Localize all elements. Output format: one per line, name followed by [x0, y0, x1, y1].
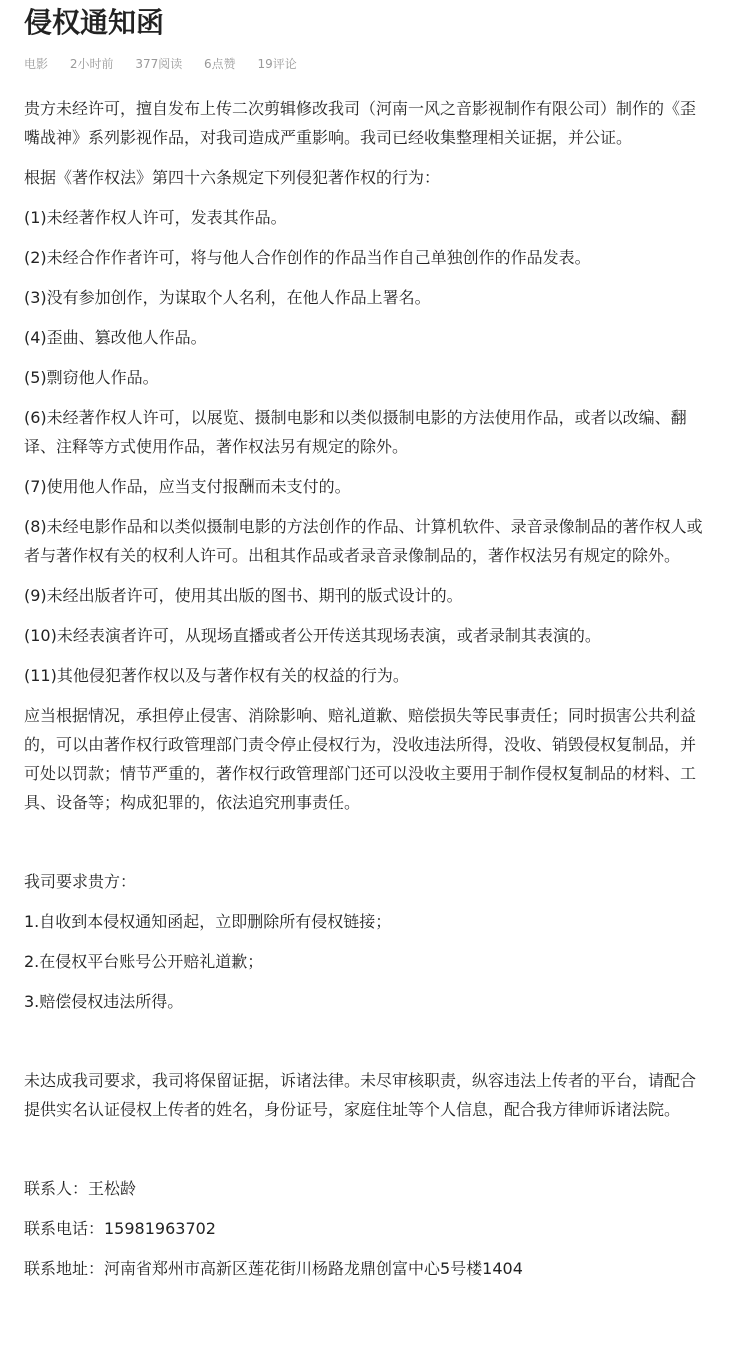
violation-item: (8)未经电影作品和以类似摄制电影的方法创作的作品、计算机软件、录音录像制品的著作权人或者与著作权有关的权利人许可。出租其作品或者录音录像制品的，著作权法另有规定的除外。	[24, 517, 703, 565]
violation-item: (2)未经合作作者许可，将与他人合作创作的作品当作自己单独创作的作品发表。	[24, 248, 591, 267]
contact-address: 联系地址：河南省郑州市高新区莲花街川杨路龙鼎创富中心5号楼1404	[24, 1259, 523, 1278]
article-title: 侵权通知函	[24, 6, 165, 39]
demands-intro: 我司要求贵方：	[24, 872, 137, 891]
demand-item: 1.自收到本侵权通知函起，立即删除所有侵权链接；	[24, 912, 392, 931]
violation-item: (7)使用他人作品，应当支付报酬而未支付的。	[24, 477, 351, 496]
meta-category[interactable]: 电影	[24, 57, 49, 71]
meta-reads: 377阅读	[135, 57, 183, 71]
liability-paragraph: 应当根据情况，承担停止侵害、消除影响、赔礼道歉、赔偿损失等民事责任；同时损害公共利益的，可以由著作权行政管理部门责令停止侵权行为，没收违法所得，没收、销毁侵权复制品，并可处以罚款；情节严重的，著作权行政管理部门还可以没收主要用于制作侵权复制品的材料、工具、设备等；构成犯罪的，依法追究刑事责任。	[24, 706, 697, 812]
violation-item: (5)剽窃他人作品。	[24, 368, 159, 387]
spacer	[24, 1135, 706, 1174]
warning-paragraph: 未达成我司要求，我司将保留证据，诉诸法律。未尽审核职责，纵容违法上传者的平台，请配合提供实名认证侵权上传者的姓名，身份证号，家庭住址等个人信息，配合我方律师诉诸法院。	[24, 1071, 697, 1119]
contact-person: 联系人：王松龄	[24, 1179, 137, 1198]
violation-item: (9)未经出版者许可，使用其出版的图书、期刊的版式设计的。	[24, 586, 463, 605]
article-meta	[24, 54, 706, 74]
meta-likes: 6点赞	[204, 57, 236, 71]
violation-item: (11)其他侵犯著作权以及与著作权有关的权益的行为。	[24, 666, 409, 685]
violation-item: (1)未经著作权人许可，发表其作品。	[24, 208, 287, 227]
meta-comments: 19评论	[257, 57, 297, 71]
intro-paragraph: 贵方未经许可，擅自发布上传二次剪辑修改我司（河南一风之音影视制作有限公司）制作的《歪嘴战神》系列影视作品，对我司造成严重影响。我司已经收集整理相关证据，并公证。	[24, 99, 697, 147]
demand-item: 3.赔偿侵权违法所得。	[24, 992, 184, 1011]
spacer	[24, 1027, 706, 1066]
demand-item: 2.在侵权平台账号公开赔礼道歉；	[24, 952, 264, 971]
violation-item: (6)未经著作权人许可，以展览、摄制电影和以类似摄制电影的方法使用作品，或者以改编、翻译、注释等方式使用作品，著作权法另有规定的除外。	[24, 408, 687, 456]
law-intro-paragraph: 根据《著作权法》第四十六条规定下列侵犯著作权的行为：	[24, 168, 441, 187]
article-body	[24, 94, 706, 1283]
contact-phone: 联系电话：15981963702	[24, 1219, 216, 1238]
spacer	[24, 828, 706, 867]
violation-item: (3)没有参加创作，为谋取个人名利，在他人作品上署名。	[24, 288, 431, 307]
violation-item: (4)歪曲、篡改他人作品。	[24, 328, 207, 347]
violation-item: (10)未经表演者许可，从现场直播或者公开传送其现场表演，或者录制其表演的。	[24, 626, 601, 645]
meta-time: 2小时前	[69, 57, 114, 71]
